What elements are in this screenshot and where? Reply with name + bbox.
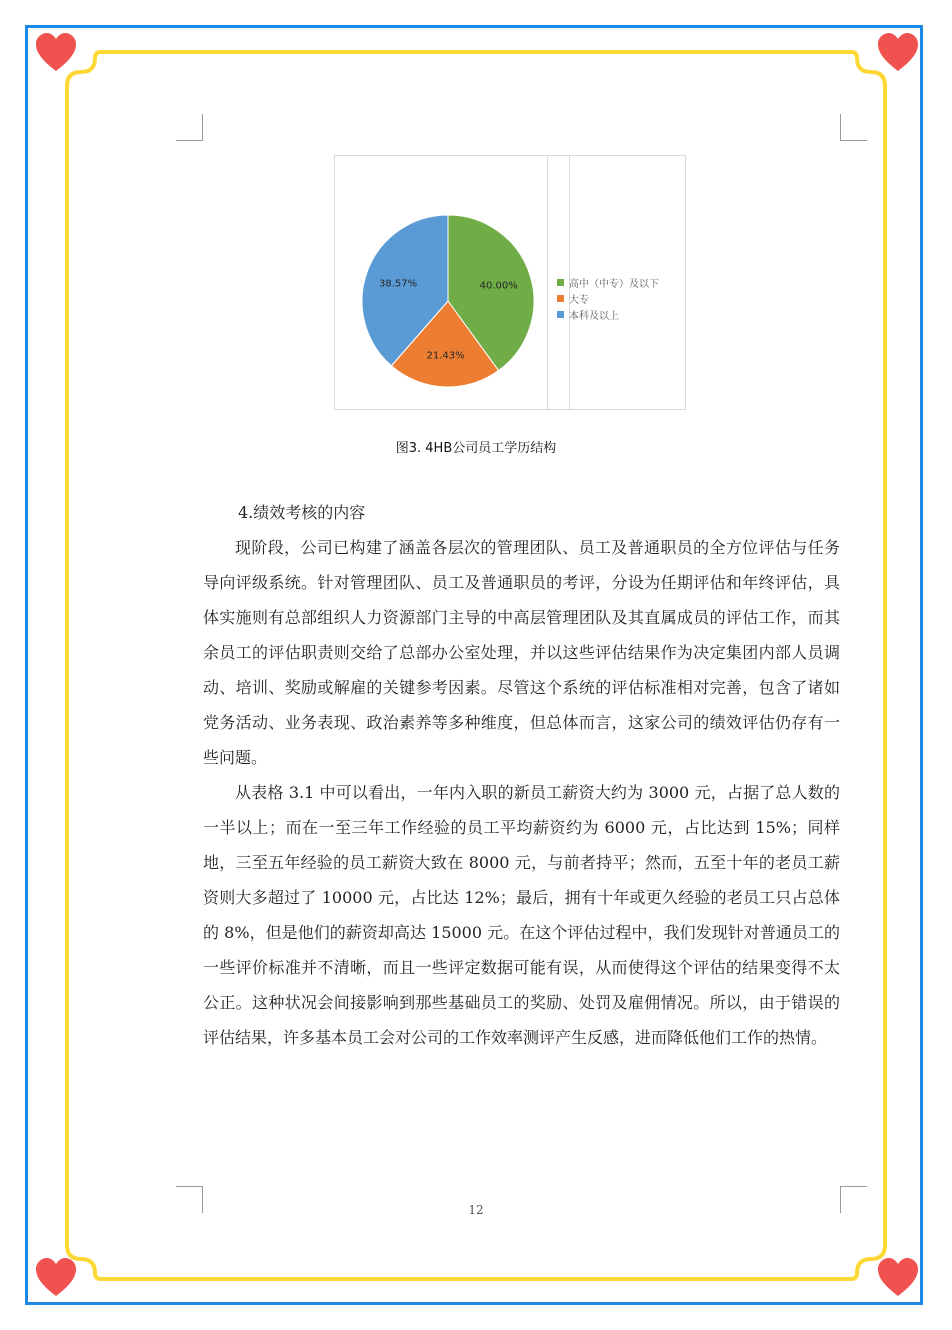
section-heading: 4.绩效考核的内容 xyxy=(238,503,366,522)
pie-data-label: 38.57% xyxy=(379,278,418,290)
legend-label: 高中（中专）及以下 xyxy=(569,278,659,290)
legend-entry xyxy=(557,306,659,322)
legend-label: 本科及以上 xyxy=(569,310,619,322)
pie-plot xyxy=(335,156,555,409)
heart-icon-top-right xyxy=(876,31,920,75)
legend-entry xyxy=(557,290,659,306)
heart-icon-top-left xyxy=(34,31,78,75)
page-number: 12 xyxy=(468,1203,484,1217)
heart-icon-bottom-left xyxy=(34,1256,78,1300)
pie-data-label: 21.43% xyxy=(426,350,465,362)
heart-icon-bottom-right xyxy=(876,1256,920,1300)
legend-swatch xyxy=(557,279,564,286)
pie-chart xyxy=(334,155,686,410)
paragraph: 现阶段，公司已构建了涵盖各层次的管理团队、员工及普通职员的全方位评估与任务导向评级系统。针对管理团队、员工及普通职员的考评，分设为任期评估和年终评估，具体实施则有总部组织人力资源部门主导的中高层管理团队及其直属成员的评估工作，而其余员工的评估职责则交给了总部办公室处理，并以这些评估结果作为决定集团内部人员调动、培训、奖励或解雇的关键参考因素。尽管这个系统的评估标准相对完善，包含了诸如党务活动、业务表现、政治素养等多种维度，但总体而言，这家公司的绩效评估仍存有一些问题。 xyxy=(203,538,840,767)
pie-data-label: 40.00% xyxy=(479,280,518,292)
figure-caption: 图3. 4HB公司员工学历结构 xyxy=(395,441,557,456)
legend-swatch xyxy=(557,311,564,318)
chart-legend xyxy=(557,274,659,322)
crop-mark-top-left xyxy=(176,114,203,141)
paragraph: 从表格 3.1 中可以看出，一年内入职的新员工薪资大约为 3000 元，占据了总人数的一半以上；而在一至三年工作经验的员工平均薪资约为 6000 元，占比达到 15%；同样地，三至五年经验的员工薪资大致在 8000 元，与前者持平；然而，五至十年的老员工薪资则大多超过了 10000 元，占比达 12%；最后，拥有十年或更久经验的老员工只占总体的 8%，但是他们的薪资却高达 15000 元。在这个评估过程中，我们发现针对普通员工的一些评价标准并不清晰，而且一些评定数据可能有误，从而使得这个评估的结果变得不太公正。这种状况会间接影响到那些基础员工的奖励、处罚及雇佣情况。所以，由于错误的评估结果，许多基本员工会对公司的工作效率测评产生反感，进而降低他们工作的热情。 xyxy=(203,783,840,1047)
legend-swatch xyxy=(557,295,564,302)
body-text xyxy=(203,530,840,1055)
legend-label: 大专 xyxy=(569,294,589,306)
legend-entry xyxy=(557,274,659,290)
crop-mark-top-right xyxy=(840,114,867,141)
